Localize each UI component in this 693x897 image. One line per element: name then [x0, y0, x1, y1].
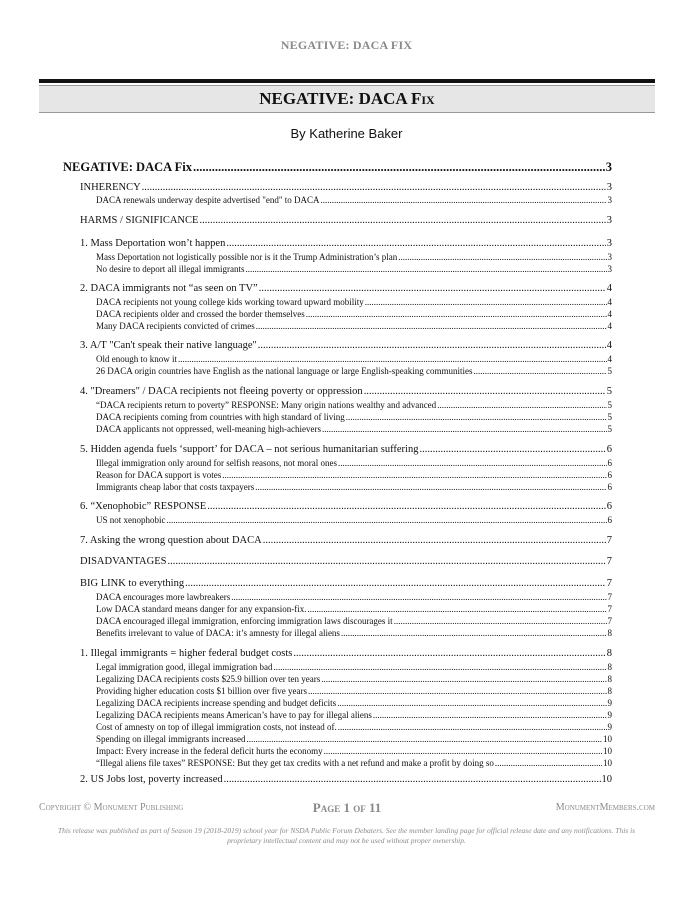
toc-entry-title: DACA encourages more lawbreakers: [96, 592, 231, 602]
toc-entry-title: 6. “Xenophobic” RESPONSE: [80, 501, 207, 512]
toc-leader-dots: [226, 238, 605, 249]
toc-entry-title: Many DACA recipients convicted of crimes: [96, 321, 255, 331]
toc-entry-title: 3. A/T "Can't speak their native language": [80, 340, 257, 351]
toc-leader-dots: [263, 535, 606, 546]
toc-entry[interactable]: [96, 195, 612, 205]
toc-entry-page: 7: [607, 604, 612, 614]
running-head: NEGATIVE: DACA FIX: [280, 38, 413, 52]
toc-leader-dots: [474, 366, 607, 376]
footer-site-link[interactable]: MonumentMembers.com: [555, 802, 655, 813]
toc-leader-dots: [259, 283, 606, 294]
toc-leader-dots: [308, 686, 607, 696]
toc-leader-dots: [199, 215, 605, 226]
toc-entry[interactable]: [96, 354, 612, 364]
toc-leader-dots: [337, 698, 606, 708]
toc-entry-title: INHERENCY: [80, 182, 141, 193]
toc-leader-dots: [495, 758, 602, 768]
toc-entry-page: 3: [607, 252, 612, 262]
toc-entry[interactable]: [96, 604, 612, 614]
toc-entry-page: 10: [601, 774, 612, 785]
toc-entry-title: Providing higher education costs $1 billion over five years: [96, 686, 307, 696]
toc-entry-page: 3: [606, 182, 612, 193]
toc-entry-title: US not xenophobic: [96, 515, 166, 525]
toc-entry[interactable]: [80, 578, 612, 589]
toc-entry-page: 9: [607, 710, 612, 720]
toc-entry-title: 26 DACA origin countries have English as the national language or large English-speaking communities: [96, 366, 473, 376]
toc-entry-title: Impact: Every increase in the federal deficit hurts the economy: [96, 746, 323, 756]
toc-entry-title: Legalizing DACA recipients means American’s have to pay for illegal aliens: [96, 710, 372, 720]
toc-entry-title: BIG LINK to everything: [80, 578, 185, 589]
toc-entry-page: 6: [606, 501, 612, 512]
toc-entry-title: Legalizing DACA recipients increase spending and budget deficits: [96, 698, 337, 708]
toc-entry[interactable]: [80, 648, 612, 659]
toc-entry-title: 7. Asking the wrong question about DACA: [80, 535, 262, 546]
toc-entry[interactable]: [96, 628, 612, 638]
toc-leader-dots: [322, 424, 607, 434]
toc-entry[interactable]: [63, 160, 612, 175]
footer-page-number: Page 1 of 11: [312, 800, 382, 815]
toc-entry[interactable]: [80, 556, 612, 567]
toc-entry-page: 4: [606, 283, 612, 294]
toc-leader-dots: [255, 482, 606, 492]
toc-entry-page: 7: [606, 535, 612, 546]
title-rule: [39, 79, 655, 83]
toc-entry[interactable]: [96, 515, 612, 525]
toc-entry-page: 4: [607, 321, 612, 331]
toc-entry[interactable]: [96, 264, 612, 274]
toc-entry-page: 5: [606, 386, 612, 397]
toc-leader-dots: [222, 470, 606, 480]
toc-entry[interactable]: [80, 535, 612, 546]
toc-entry-title: “DACA recipients return to poverty” RESPONSE: Many origin nations wealthy and advanced: [96, 400, 437, 410]
toc-entry[interactable]: [96, 698, 612, 708]
byline: By Katherine Baker: [290, 126, 403, 141]
toc-entry-title: 1. Illegal immigrants = higher federal budget costs: [80, 648, 293, 659]
toc-leader-dots: [193, 160, 605, 175]
toc-entry-title: Benefits irrelevant to value of DACA: it’s amnesty for illegal aliens: [96, 628, 340, 638]
toc-entry[interactable]: [96, 592, 612, 602]
release-disclaimer: This release was published as part of Season 19 (2018-2019) school year for NSDA Public Forum Debaters. See the member landing page for official release date and any notifications. This is proprietary intellectual content and may not be used without proper ownership.: [57, 826, 636, 845]
toc-leader-dots: [207, 501, 605, 512]
toc-entry-title: Reason for DACA support is votes: [96, 470, 222, 480]
toc-entry[interactable]: [96, 424, 612, 434]
toc-entry-page: 5: [607, 424, 612, 434]
toc-entry-title: Old enough to know it: [96, 354, 177, 364]
page-title: NEGATIVE: DACA Fix: [259, 89, 435, 108]
toc-entry[interactable]: [96, 674, 612, 684]
toc-entry[interactable]: [96, 252, 612, 262]
toc-entry[interactable]: [96, 470, 612, 480]
toc-leader-dots: [167, 515, 607, 525]
toc-entry[interactable]: [96, 366, 612, 376]
footer: [39, 800, 655, 816]
toc-entry-title: Cost of amnesty on top of illegal immigration costs, not instead of.: [96, 722, 337, 732]
toc-leader-dots: [245, 264, 606, 274]
toc-leader-dots: [258, 340, 606, 351]
toc-entry[interactable]: [96, 297, 612, 307]
toc-entry[interactable]: [96, 758, 612, 768]
toc-entry-page: 8: [607, 674, 612, 684]
toc-entry-title: Immigrants cheap labor that costs taxpayers: [96, 482, 255, 492]
toc-entry[interactable]: [96, 458, 612, 468]
toc-entry-title: 2. US Jobs lost, poverty increased: [80, 774, 223, 785]
toc-entry[interactable]: [96, 482, 612, 492]
toc-entry[interactable]: [80, 444, 612, 455]
toc-entry-title: “Illegal aliens file taxes” RESPONSE: But they get tax credits with a net refund and make a profit by doing so: [96, 758, 494, 768]
toc-entry-title: HARMS / SIGNIFICANCE: [80, 215, 199, 226]
toc-entry-page: 10: [603, 758, 612, 768]
toc-leader-dots: [293, 648, 605, 659]
toc-entry-page: 9: [607, 698, 612, 708]
toc-entry-title: DACA renewals underway despite advertised "end" to DACA: [96, 195, 320, 205]
toc-entry-title: 2. DACA immigrants not “as seen on TV”: [80, 283, 258, 294]
toc-entry-page: 6: [607, 482, 612, 492]
toc-entry-page: 8: [606, 648, 612, 659]
toc-entry-page: 6: [606, 444, 612, 455]
toc-entry-page: 8: [607, 686, 612, 696]
toc-entry-title: Mass Deportation not logistically possible nor is it the Trump Administration’s plan: [96, 252, 398, 262]
toc-entry-page: 8: [607, 628, 612, 638]
toc-entry-page: 5: [607, 412, 612, 422]
toc-entry-page: 4: [607, 297, 612, 307]
toc-entry[interactable]: [80, 386, 612, 397]
toc-entry-title: DACA recipients older and crossed the border themselves: [96, 309, 305, 319]
toc-leader-dots: [364, 386, 606, 397]
toc-entry-page: 6: [607, 515, 612, 525]
toc-entry-page: 10: [603, 734, 612, 744]
toc-entry[interactable]: [96, 734, 612, 744]
toc-entry-title: NEGATIVE: DACA Fix: [63, 160, 192, 174]
toc-entry-title: 5. Hidden agenda fuels ‘support’ for DACA – not serious humanitarian suffering: [80, 444, 419, 455]
toc-entry-page: 6: [607, 470, 612, 480]
toc-entry[interactable]: [80, 774, 612, 785]
toc-entry-page: 5: [607, 400, 612, 410]
toc-leader-dots: [394, 616, 607, 626]
toc-entry[interactable]: [96, 722, 612, 732]
toc-entry[interactable]: [96, 686, 612, 696]
toc-entry-title: DACA recipients coming from countries with high standard of living: [96, 412, 345, 422]
toc-leader-dots: [338, 458, 607, 468]
toc-leader-dots: [246, 734, 602, 744]
toc-entry[interactable]: [96, 309, 612, 319]
toc-entry-title: Legal immigration good, illegal immigration bad: [96, 662, 273, 672]
toc-entry[interactable]: [80, 215, 612, 226]
toc-leader-dots: [437, 400, 606, 410]
toc-entry-page: 9: [607, 722, 612, 732]
toc-entry-title: DACA encouraged illegal immigration, enforcing immigration laws discourages it: [96, 616, 393, 626]
toc-entry-page: 3: [607, 195, 612, 205]
toc-leader-dots: [231, 592, 606, 602]
toc-leader-dots: [398, 252, 606, 262]
toc-entry-page: 7: [607, 616, 612, 626]
toc-entry-page: 5: [607, 366, 612, 376]
toc-entry-title: Legalizing DACA recipients costs $25.9 billion over ten years: [96, 674, 321, 684]
toc-leader-dots: [419, 444, 605, 455]
toc-leader-dots: [273, 662, 606, 672]
toc-entry-page: 4: [607, 354, 612, 364]
toc-entry[interactable]: [80, 238, 612, 249]
toc-leader-dots: [306, 309, 607, 319]
toc-leader-dots: [324, 746, 602, 756]
toc-leader-dots: [142, 182, 606, 193]
toc-entry[interactable]: [96, 321, 612, 331]
toc-leader-dots: [167, 556, 605, 567]
toc-entry-title: 4. "Dreamers" / DACA recipients not fleeing poverty or oppression: [80, 386, 363, 397]
toc-entry-title: DACA applicants not oppressed, well-meaning high-achievers: [96, 424, 321, 434]
toc-entry[interactable]: [96, 400, 612, 410]
title-band: [39, 85, 655, 113]
toc-entry-title: Low DACA standard means danger for any expansion-fix.: [96, 604, 307, 614]
toc-entry-title: Spending on illegal immigrants increased: [96, 734, 246, 744]
toc-entry-page: 4: [606, 340, 612, 351]
toc-entry[interactable]: [96, 616, 612, 626]
toc-entry-page: 7: [606, 578, 612, 589]
toc-leader-dots: [256, 321, 607, 331]
toc-entry[interactable]: [96, 746, 612, 756]
toc-entry[interactable]: [96, 662, 612, 672]
toc-entry-page: 7: [606, 556, 612, 567]
toc-entry[interactable]: [80, 283, 612, 294]
toc-leader-dots: [321, 674, 606, 684]
toc-entry-page: 3: [605, 160, 612, 174]
toc-entry[interactable]: [96, 710, 612, 720]
toc-entry[interactable]: [80, 182, 612, 193]
toc-leader-dots: [346, 412, 607, 422]
toc-entry-title: 1. Mass Deportation won’t happen: [80, 238, 226, 249]
toc-entry-page: 7: [607, 592, 612, 602]
toc-leader-dots: [341, 628, 607, 638]
toc-leader-dots: [338, 722, 607, 732]
toc-leader-dots: [178, 354, 607, 364]
toc-entry-page: 3: [606, 238, 612, 249]
toc-leader-dots: [373, 710, 607, 720]
toc-entry-page: 3: [606, 215, 612, 226]
toc-entry[interactable]: [80, 501, 612, 512]
toc-leader-dots: [365, 297, 607, 307]
toc-entry-page: 4: [607, 309, 612, 319]
toc-entry-title: No desire to deport all illegal immigrants: [96, 264, 245, 274]
toc-entry[interactable]: [80, 340, 612, 351]
toc-entry-page: 6: [607, 458, 612, 468]
toc-entry-title: DACA recipients not young college kids working toward upward mobility: [96, 297, 364, 307]
footer-copyright: Copyright © Monument Publishing: [39, 802, 184, 813]
toc-entry-page: 3: [607, 264, 612, 274]
toc-leader-dots: [321, 195, 607, 205]
toc-entry[interactable]: [96, 412, 612, 422]
toc-entry-page: 10: [603, 746, 612, 756]
toc-entry-title: Illegal immigration only around for selfish reasons, not moral ones: [96, 458, 337, 468]
toc-leader-dots: [224, 774, 601, 785]
toc-entry-page: 8: [607, 662, 612, 672]
toc-leader-dots: [307, 604, 606, 614]
toc-entry-title: DISADVANTAGES: [80, 556, 167, 567]
toc-leader-dots: [185, 578, 606, 589]
